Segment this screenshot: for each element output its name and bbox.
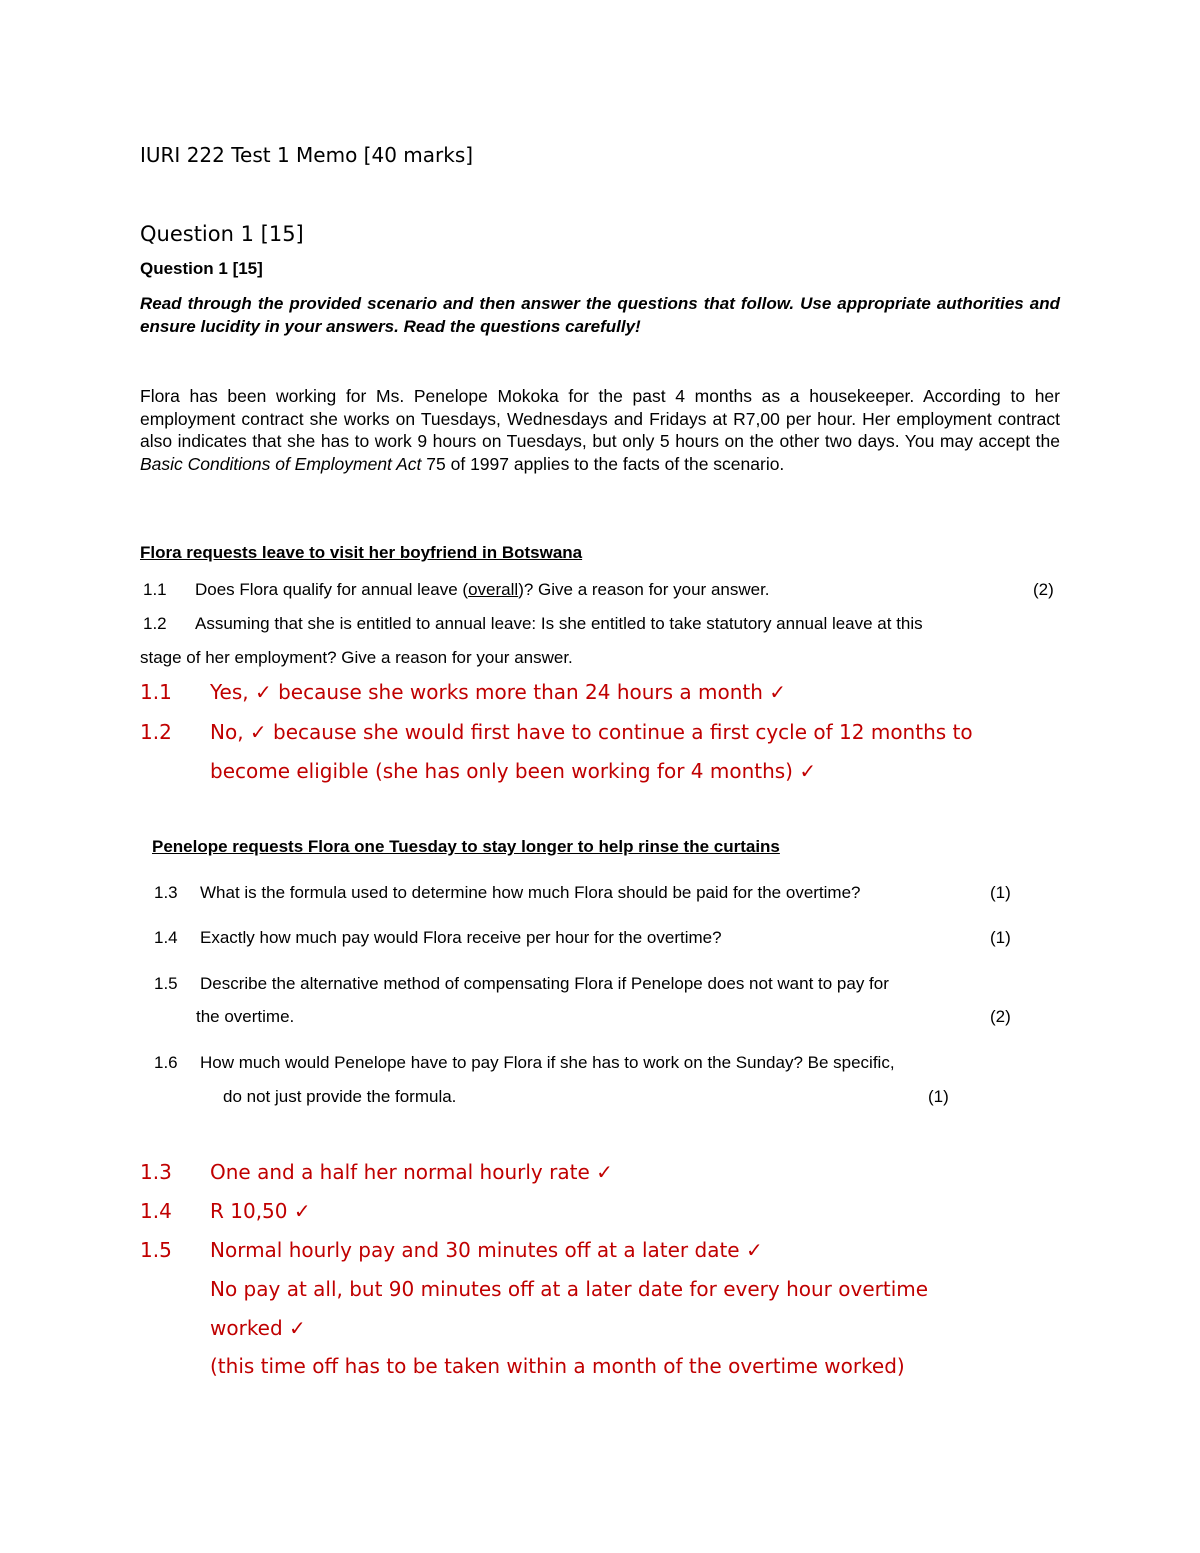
- underlined-overall: overall: [468, 580, 519, 599]
- answer-text: Normal hourly pay and 30 minutes off at a later date ✓: [210, 1238, 763, 1262]
- question-subheading: Question 1 [15]: [140, 259, 263, 278]
- question-1-6-number: 1.6: [154, 1053, 178, 1072]
- answer-text: Yes, ✓ because she works more than 24 hours a month ✓: [210, 680, 787, 704]
- question-1-4-number: 1.4: [154, 928, 178, 947]
- answer-1-2: [140, 720, 1070, 750]
- answer-text: become eligible (she has only been working for 4 months) ✓: [210, 759, 817, 783]
- question-1-2-number: 1.2: [143, 614, 167, 633]
- question-1-4-text: Exactly how much pay would Flora receive per hour for the overtime?: [200, 928, 722, 947]
- answer-text: No, ✓ because she would first have to continue a first cycle of 12 months to: [210, 720, 973, 744]
- question-1-1-marks: (2): [1033, 580, 1054, 599]
- question-heading: Question 1 [15]: [140, 222, 304, 246]
- question-1-4-marks: (1): [990, 928, 1011, 947]
- scenario-part2: 75 of 1997 applies to the facts of the scenario.: [421, 453, 785, 474]
- question-1-5-line1: Describe the alternative method of compensating Flora if Penelope does not want to pay for: [200, 974, 889, 993]
- section-heading-overtime: Penelope requests Flora one Tuesday to stay longer to help rinse the curtains: [152, 837, 780, 856]
- question-1-6-marks: (1): [928, 1087, 949, 1106]
- answer-text: No pay at all, but 90 minutes off at a later date for every hour overtime: [210, 1277, 929, 1301]
- question-1-3-marks: (1): [990, 883, 1011, 902]
- answer-number: 1.4: [140, 1199, 172, 1223]
- answer-text: R 10,50 ✓: [210, 1199, 311, 1223]
- answer-1-5: [140, 1238, 1070, 1268]
- answer-text: worked ✓: [210, 1316, 306, 1340]
- scenario-paragraph: [140, 385, 1060, 475]
- answer-number: 1.1: [140, 680, 172, 704]
- question-1-5-marks: (2): [990, 1007, 1011, 1026]
- answer-1-5-line2: [140, 1277, 1070, 1307]
- question-1-5-number: 1.5: [154, 974, 178, 993]
- question-1-2-line2: stage of her employment? Give a reason for your answer.: [140, 648, 573, 667]
- question-1-2-line1: Assuming that she is entitled to annual leave: Is she entitled to take statutory annual leave at this: [195, 614, 923, 633]
- answer-1-3: [140, 1160, 1070, 1190]
- answer-1-2-continued: [140, 759, 1070, 789]
- document-title: IURI 222 Test 1 Memo [40 marks]: [140, 143, 474, 167]
- answer-number: 1.5: [140, 1238, 172, 1262]
- answer-1-1: [140, 680, 1070, 710]
- answer-1-5-line4: [140, 1354, 1070, 1384]
- question-1-3-number: 1.3: [154, 883, 178, 902]
- scenario-act-name: Basic Conditions of Employment Act: [140, 453, 422, 474]
- question-1-1-number: 1.1: [143, 580, 167, 599]
- answer-1-4: [140, 1199, 1070, 1229]
- question-1-6-line2: do not just provide the formula.: [223, 1087, 457, 1106]
- instructions: Read through the provided scenario and then answer the questions that follow. Use appropriate authorities and ensure lucidity in your answers. Read the questions carefully!: [140, 294, 1060, 336]
- answer-number: 1.3: [140, 1160, 172, 1184]
- question-1-3-text: What is the formula used to determine how much Flora should be paid for the overtime?: [200, 883, 861, 902]
- question-1-5-line2: the overtime.: [196, 1007, 295, 1026]
- section-heading-leave: Flora requests leave to visit her boyfriend in Botswana: [140, 543, 583, 562]
- question-1-6-line1: How much would Penelope have to pay Flora if she has to work on the Sunday? Be specific,: [200, 1053, 895, 1072]
- answer-text: (this time off has to be taken within a month of the overtime worked): [210, 1354, 905, 1378]
- answer-text: One and a half her normal hourly rate ✓: [210, 1160, 613, 1184]
- answer-number: 1.2: [140, 720, 172, 744]
- question-1-1-text: Does Flora qualify for annual leave (overall)? Give a reason for your answer.: [195, 580, 770, 599]
- scenario-part1: Flora has been working for Ms. Penelope Mokoka for the past 4 months as a housekeeper. According to her employment contract she works on Tuesdays, Wednesdays and Fridays at R7,00 per hour. Her employment contract also indicates that she has to work 9 hours on Tuesdays, but only 5 hours on the other two days. You may accept the: [140, 386, 1060, 452]
- answer-1-5-line3: [140, 1316, 1070, 1346]
